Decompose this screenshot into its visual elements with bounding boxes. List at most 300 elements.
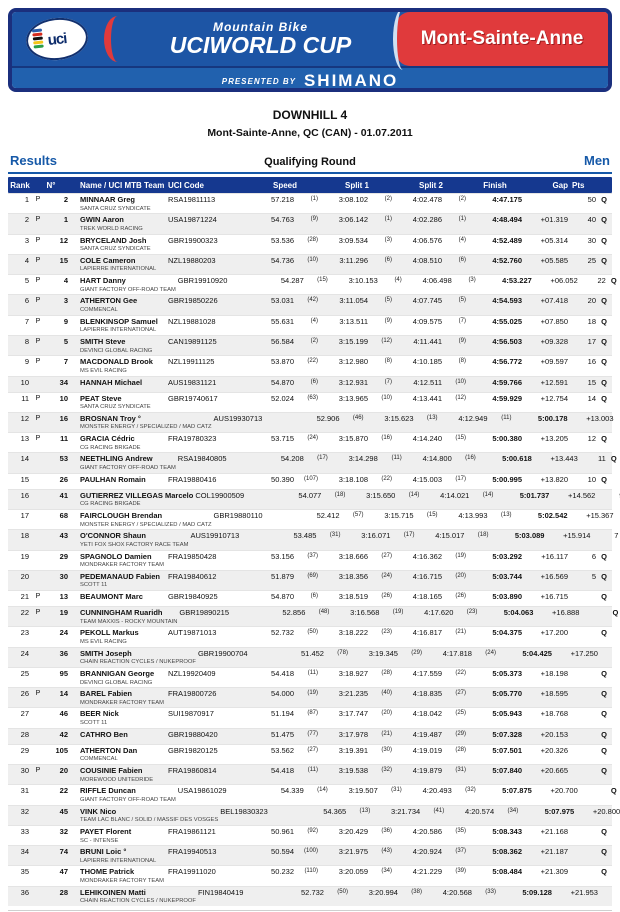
cell-speed: 54.000 [271,689,294,699]
cell-uci_code: CAN19891125 [168,336,217,346]
cell-bib: 105 [55,745,68,755]
cell-uci_code: FRA19800726 [168,689,217,699]
cell-speed: 52.412 [316,510,340,520]
rider-name: BROSNAN Troy ° [80,413,141,423]
cell-rank: 6 [24,296,29,306]
rider-name: PAULHAN Romain [80,474,146,484]
rider-team: MONDRAKER FACTORY TEAM [80,562,164,569]
cell-q: Q [601,668,607,678]
cell-speed: 53.156 [271,551,294,561]
cell-speed: 52.856 [282,608,306,618]
rider-cell [70,670,166,686]
cell-split2: 4:15.017 [435,531,465,541]
cell-p: P [35,609,41,617]
cell-rank: 25 [20,668,29,678]
cell-rank: 32 [20,806,29,816]
cell-speed_rank: (77) [307,730,318,737]
shimano-logo: SHIMANO [303,71,399,90]
table-header [8,177,612,193]
cell-rank: 18 [20,531,29,541]
cell-split2: 4:14.021 [440,490,470,500]
rider-cell [70,808,218,824]
cell-split1: 3:15.715 [384,510,414,520]
cell-gap: +21.309 [540,867,568,877]
rider-name: THOME Patrick [80,867,135,877]
cell-pts: 12 [587,434,596,444]
rider-team: SCOTT 11 [80,582,108,589]
cell-q: Q [601,628,607,638]
cell-bib: 95 [59,668,68,678]
rider-cell [70,553,166,569]
table-row [8,886,612,906]
cell-split1_rank: (23) [381,629,392,636]
cell-split1: 3:20.429 [338,826,368,836]
cell-bib: 15 [59,255,68,265]
cell-p: P [35,394,41,402]
rider-team: SANTA CRUZ SYNDICATE [80,205,151,212]
cell-speed: 51.452 [301,648,324,658]
rider-cell [70,358,166,374]
cell-speed_rank: (19) [307,690,318,697]
cell-speed_rank: (27) [307,746,318,753]
cell-rank: 33 [20,826,29,836]
cell-split1: 3:19.538 [338,766,368,776]
table-row [8,213,612,233]
cell-speed_rank: (13) [359,807,371,814]
cell-q: Q [601,357,607,367]
table-row [8,707,612,727]
cell-finish: 4:53.227 [502,276,532,286]
rider-team: MS EVIL RACING [80,638,127,645]
col-header-pts: Pts [572,180,585,190]
cell-finish: 5:08.484 [492,867,522,877]
cell-split2_rank: (32) [465,787,476,794]
cell-pts: 18 [587,316,596,326]
cell-split2: 4:06.576 [412,235,442,245]
rider-name: BRYCELAND Josh [80,235,147,245]
cell-gap: +20.153 [540,729,568,739]
cell-bib: 41 [59,490,68,500]
cell-split1: 3:09.534 [338,235,368,245]
cell-gap: +05.314 [540,235,568,245]
cell-bib: 47 [59,867,68,877]
cell-gap: +15.914 [563,531,591,541]
cell-split2: 4:06.498 [422,276,452,286]
cell-speed: 54.208 [280,454,304,464]
cell-rank: 8 [24,336,29,346]
cell-gap: +16.715 [540,592,568,602]
cell-gap: +17.200 [540,628,568,638]
cell-uci_code: GBR19900323 [168,235,218,245]
rider-team: SANTA CRUZ SYNDICATE [80,246,151,253]
cell-split1: 3:19.345 [368,648,398,658]
red-crescent-icon [104,16,131,62]
event-title: DOWNHILL 4 [272,108,348,122]
table-row [8,274,617,294]
cell-split2: 4:20.586 [412,826,442,836]
cell-split2: 4:13.993 [458,510,488,520]
cell-q: Q [601,729,607,739]
rider-name: COUSINIE Fabien [80,766,143,776]
rider-name: ATHERTON Gee [80,296,138,306]
cell-pts: 14 [587,393,596,403]
cell-split2: 4:12.511 [413,377,442,387]
cell-split2_rank: (29) [455,730,466,737]
cell-split1: 3:11.054 [339,296,368,306]
rider-team: LAPIERRE INTERNATIONAL [80,266,157,273]
cell-speed_rank: (48) [318,609,330,616]
cell-split2: 4:18.165 [412,592,442,602]
table-row [8,412,612,432]
cell-rank: 2 [24,215,29,225]
cell-speed_rank: (69) [307,572,318,579]
cell-q: Q [601,393,607,403]
cell-rank: 21 [20,592,29,602]
cell-gap: +21.187 [540,847,568,857]
cell-speed: 52.024 [271,393,294,403]
cell-rank: 1 [24,195,29,204]
cell-pts [599,492,620,501]
rider-cell [70,395,166,411]
cell-split2: 4:02.478 [412,195,442,204]
col-header-name: Name / UCI MTB Team [80,180,165,190]
cell-uci_code: GBR19880110 [213,510,263,520]
table-row [8,392,612,412]
cell-speed: 51.475 [271,729,294,739]
cell-speed: 50.390 [271,474,294,484]
cell-uci_code: NZL19920409 [168,668,216,678]
col-header-speed: Speed [272,180,297,190]
rider-cell [70,277,176,293]
cell-speed_rank: (50) [337,888,348,895]
cell-finish: 4:59.929 [492,393,522,403]
cell-rank: 3 [24,235,29,245]
cell-q: Q [601,766,607,776]
cell-split1: 3:21.235 [338,689,368,699]
col-header-gap: Gap [552,180,568,190]
cell-speed_rank: (24) [307,435,318,442]
table-row [8,845,612,865]
cell-speed_rank: (6) [310,593,318,600]
cell-rank: 15 [20,474,29,484]
rider-cell [70,889,196,905]
rider-cell [70,435,166,451]
cell-split2_rank: (10) [455,378,466,385]
cell-pts: 6 [591,551,596,561]
cell-pts: 50 [587,195,596,204]
cell-uci_code: NZL19880203 [168,255,216,265]
cell-split1_rank: (4) [394,277,402,284]
table-row [8,744,612,764]
rider-team: TEAM MAXXIS - ROCKY MOUNTAIN [80,618,178,625]
cell-uci_code: GBR19910920 [177,276,228,286]
cell-finish: 4:54.593 [492,296,522,306]
cell-pts: 10 [587,474,596,484]
cell-uci_code: FRA19940513 [168,847,217,857]
cell-rank: 34 [20,847,29,857]
cell-bib: 3 [63,296,68,306]
cell-split2: 4:16.715 [412,571,442,581]
rider-cell [70,731,166,740]
cell-finish: 5:00.995 [492,474,522,484]
cell-q: Q [601,847,607,857]
cell-split2: 4:08.510 [412,255,442,265]
cell-uci_code: GBR19740617 [168,393,218,403]
cell-uci_code: BEL19830323 [220,806,268,816]
cell-rank: 5 [24,276,29,286]
cell-split2: 4:19.879 [412,766,442,776]
rider-name: LEHIKOINEN Matti [80,887,146,897]
series-title [131,21,396,57]
table-row [8,865,612,885]
rider-name: SMITH Steve [80,336,126,346]
rider-team: SC - INTENSE [80,837,119,844]
cell-uci_code: AUS19910713 [190,531,240,541]
cell-finish: 5:07.875 [502,786,532,796]
cell-split1: 3:18.356 [338,571,368,581]
cell-rank: 19 [20,551,29,561]
cell-split1_rank: (6) [384,256,392,263]
cell-uci_code: FRA19780323 [168,434,217,444]
cell-split1: 3:19.391 [338,745,368,755]
rider-team: MONSTER ENERGY / SPECIALIZED / MAD CATZ [80,521,212,528]
cell-bib: 36 [59,648,68,658]
round-label: Qualifying Round [264,156,356,168]
cell-split2_rank: (3) [468,277,476,284]
cell-pts: 7 [614,531,619,541]
cell-bib: 4 [63,276,68,286]
rider-cell [70,196,166,212]
cell-finish: 5:05.943 [492,709,522,719]
cell-split2_rank: (24) [485,649,496,656]
cell-split1: 3:20.994 [368,887,398,897]
cell-bib: 1 [63,215,68,225]
table-row [8,452,617,472]
cell-speed: 52.732 [301,887,324,897]
rider-team: MONDRAKER FACTORY TEAM [80,699,164,706]
results-table-body [8,193,620,906]
cell-rank: 9 [24,357,29,367]
cell-gap: +15.367 [586,510,614,520]
col-header-bib: N° [46,180,56,190]
col-header-finish: Finish [483,180,507,190]
rider-cell [70,318,166,334]
cell-split1_rank: (11) [391,455,402,462]
cell-split2_rank: (27) [455,690,466,697]
rider-name: SPAGNOLO Damien [80,551,152,561]
cell-split2_rank: (33) [485,888,496,895]
cell-split1_rank: (38) [411,888,422,895]
cell-split2: 4:13.441 [412,393,442,403]
cell-uci_code: USA19871224 [168,215,217,225]
cell-speed: 51.879 [271,571,294,581]
cell-p: P [35,414,41,422]
cell-split1_rank: (17) [403,532,415,539]
cell-speed: 54.763 [271,215,294,225]
cell-finish: 5:05.770 [492,689,522,699]
rider-name: BRANNIGAN George [80,668,155,678]
rider-team: COMMENCAL [80,756,118,763]
cell-rank: 24 [20,648,29,658]
section-divider [8,172,612,174]
rider-name: HART Danny [80,276,126,286]
cell-split1_rank: (13) [426,414,438,421]
cell-speed: 56.584 [271,336,294,346]
cell-bib: 28 [59,887,68,897]
cell-finish: 5:03.089 [514,531,545,541]
cell-split1: 3:20.059 [338,867,368,877]
cell-bib: 42 [59,729,68,739]
cell-q: Q [601,709,607,719]
cell-uci_code: NZL19881028 [168,316,216,326]
cell-split2_rank: (8) [458,358,466,365]
cell-uci_code: FRA19850428 [168,551,217,561]
table-row [8,294,612,314]
cell-split2_rank: (14) [482,491,494,498]
cell-split2: 4:18.835 [412,689,442,699]
rider-cell [70,609,177,625]
cell-split2: 4:20.493 [422,786,452,796]
cell-speed: 53.536 [271,235,294,245]
cell-p: P [35,216,41,224]
cell-bib: 32 [59,826,68,836]
rider-team: CG RACING BRIGADE [80,444,141,451]
cell-q: Q [601,336,607,346]
table-row [8,509,612,529]
cell-finish: 4:52.760 [492,255,522,265]
cell-finish: 4:47.175 [492,195,522,204]
cell-finish: 5:05.373 [492,668,522,678]
cell-split1: 3:15.650 [366,490,396,500]
cell-speed_rank: (31) [329,532,341,539]
col-header-uci-code: UCI Code [168,180,204,190]
rider-team: MOREWOOD UNITEDRIDE [80,776,154,783]
cell-gap: +09.328 [540,336,568,346]
cell-split2: 4:17.818 [442,648,472,658]
cell-q: Q [601,592,607,602]
rider-team: LAPIERRE INTERNATIONAL [80,327,157,334]
cell-bib: 53 [59,454,68,464]
event-banner [8,8,612,92]
rider-cell [70,338,166,354]
cell-split2_rank: (11) [501,414,512,421]
cell-uci_code: GBR19820125 [168,745,218,755]
cell-speed_rank: (46) [352,414,364,421]
cell-rank: 28 [20,729,29,739]
cell-q: Q [601,571,607,581]
cell-rank: 30 [20,766,29,776]
cell-q: Q [601,195,607,204]
cell-split2_rank: (26) [455,593,466,600]
cell-split1: 3:18.108 [338,474,368,484]
cell-bib: 29 [59,551,68,561]
cell-speed_rank: (4) [310,317,318,324]
cell-split1_rank: (5) [384,297,392,304]
cell-split1_rank: (36) [381,827,392,834]
rider-team: COMMENCAL [80,307,118,314]
cell-pts: 17 [587,336,596,346]
cell-split2: 4:19.487 [412,729,442,739]
rider-name: RIFFLE Duncan [80,786,136,796]
cell-pts: 5 [591,571,596,581]
cell-speed_rank: (14) [317,787,328,794]
cell-split1_rank: (26) [381,593,392,600]
rider-name: ATHERTON Dan [80,745,138,755]
cell-speed_rank: (57) [352,511,364,518]
rider-team: CHAIN REACTION CYCLES / NUKEPROOF [80,659,196,666]
cell-gap: +16.569 [540,571,568,581]
rider-cell [70,532,188,548]
table-row [8,234,612,254]
cell-p: P [35,256,41,264]
table-row [8,529,619,549]
cell-split1: 3:06.142 [338,215,368,225]
cell-pts: 11 [597,454,606,464]
cell-split1: 3:13.511 [339,316,368,326]
rider-team: DEVINCI GLOBAL RACING [80,347,153,354]
rider-cell [70,512,212,528]
rider-cell [70,237,166,253]
cell-rank: 11 [21,393,29,403]
cell-p: P [35,317,41,325]
cell-uci_code: NZL19911125 [168,357,215,367]
cell-q: Q [601,377,607,387]
cell-gap: +07.418 [540,296,568,306]
cell-bib: 34 [59,377,68,387]
cell-gap: +07.850 [540,316,568,326]
cell-bib: 12 [59,235,68,245]
rider-team: SANTA CRUZ SYNDICATE [80,404,151,411]
cell-split2_rank: (5) [458,297,466,304]
cell-uci_code: FRA19911020 [168,867,216,877]
cell-split2_rank: (17) [455,475,466,482]
rider-cell [70,747,166,763]
cell-bib: 11 [60,434,68,444]
cell-gap: +18.595 [540,689,568,699]
cell-split1_rank: (9) [384,317,392,324]
cell-bib: 20 [59,766,68,776]
cell-split1_rank: (10) [381,394,392,401]
cell-speed_rank: (87) [307,710,318,717]
cell-q: Q [610,786,617,796]
cell-split2: 4:14.800 [422,454,452,464]
rider-team: GIANT FACTORY OFF-ROAD TEAM [80,286,176,293]
cell-speed: 53.870 [271,357,294,367]
cell-finish: 5:08.343 [492,826,522,836]
cell-uci_code: GBR19840925 [168,592,218,602]
cell-q: Q [601,745,607,755]
cell-split1_rank: (30) [381,746,392,753]
rider-name: BRUNI Loic ° [80,847,127,857]
cell-speed_rank: (6) [310,378,318,385]
rider-cell [70,710,166,726]
cell-bib: 26 [59,474,68,484]
cell-finish: 5:08.362 [492,847,522,857]
cell-gap: +01.319 [540,215,568,225]
rider-cell [70,690,166,706]
cell-p: P [35,297,41,305]
cell-pts: 40 [587,215,596,225]
cell-rank: 10 [20,377,29,387]
cell-split1_rank: (43) [381,848,392,855]
cell-gap: +13.003 [586,413,614,423]
cell-uci_code: FRA19860814 [168,766,217,776]
cell-p: P [35,236,41,244]
cell-split2_rank: (9) [458,337,466,344]
cell-split2: 4:18.042 [412,709,442,719]
cell-split2: 4:20.574 [465,806,495,816]
cell-rank: 22 [20,608,29,618]
